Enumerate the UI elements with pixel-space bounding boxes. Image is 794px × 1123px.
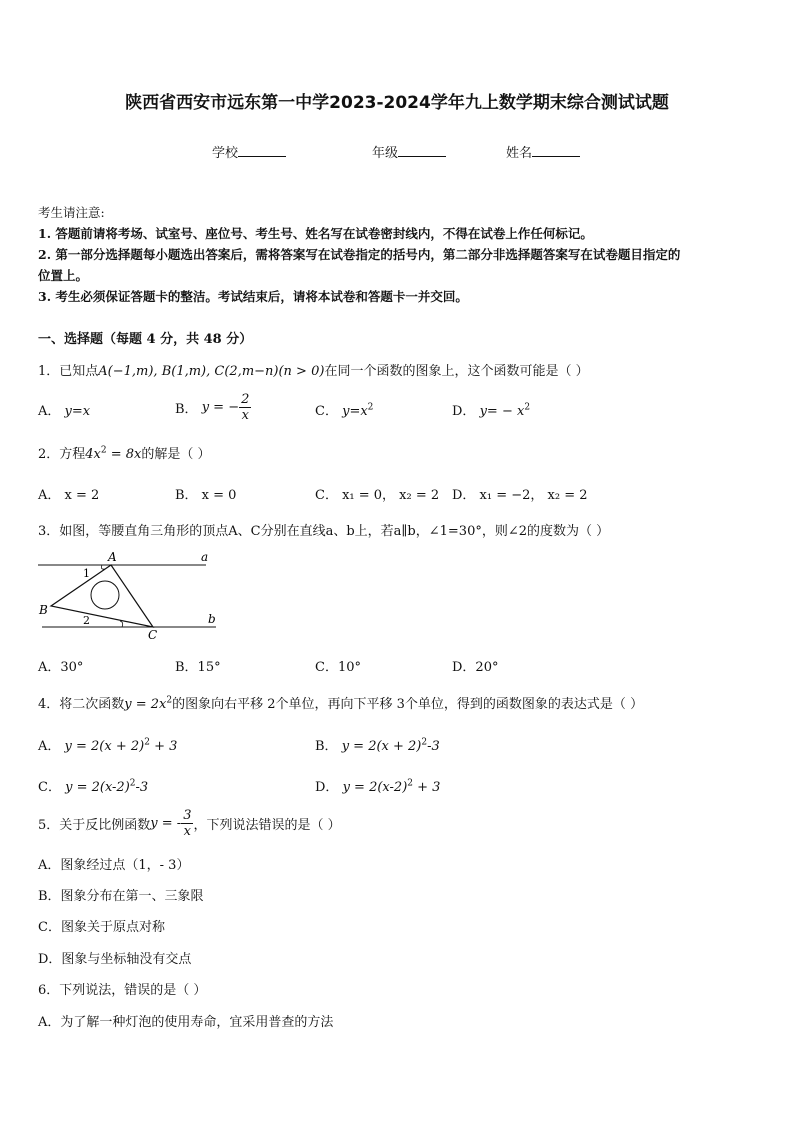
q2-option-c[interactable]: C． x₁ = 0， x₂ = 2 xyxy=(315,488,440,503)
notice-item: 位置上。 xyxy=(38,268,89,283)
question-5: 5．关于反比例函数y = - $\frac{3}{x}$ ，下列说法错误的是（ ） xyxy=(38,808,341,839)
q1-suffix: 在同一个函数的图象上，这个函数可能是（ ） xyxy=(324,364,589,379)
q3-option-b[interactable]: B．15° xyxy=(175,660,221,675)
q4-option-a[interactable]: A． $y = 2(x + 2)^2 + 3$ xyxy=(38,737,178,754)
label-angle-2: 2 xyxy=(83,614,90,627)
notice-heading: 考生请注意: xyxy=(38,205,105,220)
label-b: b xyxy=(208,612,216,626)
q2-option-d[interactable]: D． x₁ = −2， x₂ = 2 xyxy=(452,488,588,503)
q5-option-a[interactable]: A．图象经过点（1，- 3） xyxy=(38,858,190,873)
page-title: 陕西省西安市远东第一中学2023-2024学年九上数学期末综合测试试题 xyxy=(125,93,669,113)
name-field[interactable] xyxy=(506,142,580,161)
question-4: 4．将二次函数$y = 2x^2$的图象向右平移 2个单位，再向下平移 3个单位，得到的函数图象的表达式是（ ） xyxy=(38,695,644,712)
school-field[interactable] xyxy=(212,142,286,161)
q3-option-d[interactable]: D．20° xyxy=(452,660,499,675)
grade-label: 年级 xyxy=(372,146,399,161)
notice-item: 2. 第一部分选择题每小题选出答案后，需将答案写在试卷指定的括号内，第二部分非选择题答案写在试卷题目指定的 xyxy=(38,247,681,262)
q5-option-d[interactable]: D．图象与坐标轴没有交点 xyxy=(38,952,192,967)
q4-option-d[interactable]: D． $y = 2(x-2)^2 + 3$ xyxy=(315,778,441,795)
grade-field[interactable] xyxy=(372,142,446,161)
name-label: 姓名 xyxy=(506,146,533,161)
q1-prefix: 1．已知点 xyxy=(38,364,99,379)
label-B: B xyxy=(39,603,48,617)
q5-option-c[interactable]: C．图象关于原点对称 xyxy=(38,920,165,935)
q2-option-b[interactable]: B． x = 0 xyxy=(175,488,237,503)
q1-option-d[interactable]: D． $y= - x^2$ xyxy=(452,402,531,419)
q1-option-b[interactable]: B． y = − $\frac{2}{x}$ xyxy=(175,392,250,423)
q4-option-c[interactable]: C． $y = 2(x-2)^2-3$ xyxy=(38,778,149,795)
label-A: A xyxy=(108,550,117,564)
q1-points: A(−1,m), B(1,m), C(2,m−n)(n > 0) xyxy=(98,364,325,379)
q3-option-c[interactable]: C．10° xyxy=(315,660,361,675)
label-angle-1: 1 xyxy=(83,567,90,580)
section-heading: 一、选择题（每题 4 分，共 48 分） xyxy=(38,332,253,347)
question-3: 3．如图，等腰直角三角形的顶点A、C分别在直线a、b上，若a∥b，∠1=30°，则∠2的度数为（ ） xyxy=(38,524,610,539)
q2-option-a[interactable]: A． x = 2 xyxy=(38,488,100,503)
q4-option-b[interactable]: B． $y = 2(x + 2)^2-3$ xyxy=(315,737,440,754)
question-1 xyxy=(38,360,589,379)
triangle xyxy=(51,565,153,627)
q5-option-b[interactable]: B．图象分布在第一、三象限 xyxy=(38,889,204,904)
q1-option-c[interactable]: C． $y=x^2$ xyxy=(315,402,374,419)
triangle-figure xyxy=(36,548,226,643)
notice-item: 3. 考生必须保证答题卡的整洁。考试结束后，请将本试卷和答题卡一并交回。 xyxy=(38,289,468,304)
q3-option-a[interactable]: A．30° xyxy=(38,660,84,675)
notice-item: 1. 答题前请将考场、试室号、座位号、考生号、姓名写在试卷密封线内，不得在试卷上作任何标记。 xyxy=(38,226,593,241)
question-6: 6．下列说法，错误的是（ ） xyxy=(38,983,207,998)
label-a: a xyxy=(201,550,209,564)
school-label: 学校 xyxy=(212,146,239,161)
q6-option-a[interactable]: A．为了解一种灯泡的使用寿命，宜采用普查的方法 xyxy=(38,1015,334,1030)
circle xyxy=(91,581,119,609)
label-C: C xyxy=(148,628,158,642)
question-2: 2．方程$4x^2 = 8x$的解是（ ） xyxy=(38,445,211,462)
q1-option-a[interactable]: A． y=x xyxy=(38,404,91,419)
